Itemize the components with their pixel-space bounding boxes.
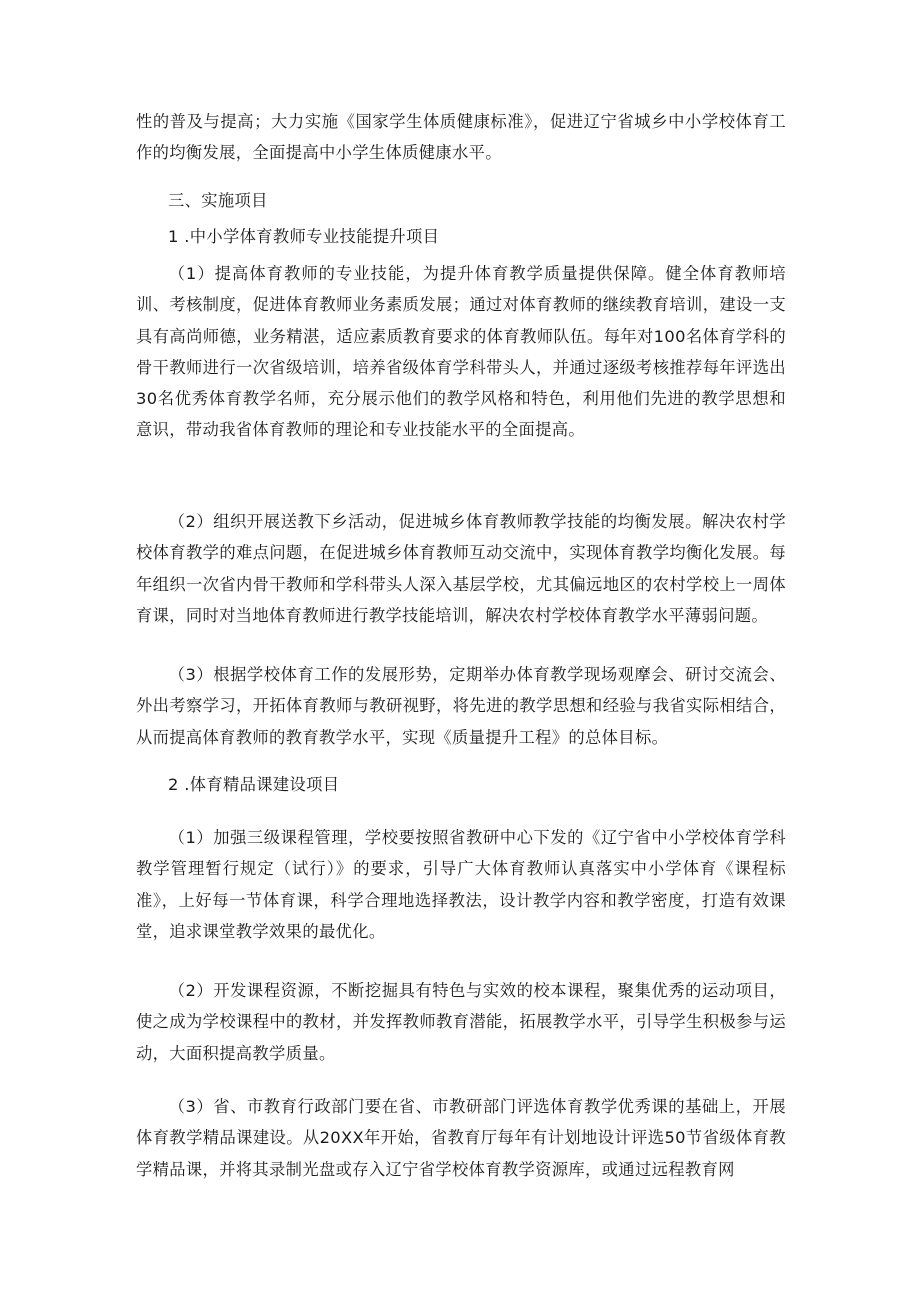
- item-heading-teacher-skill-project: 1 .中小学体育教师专业技能提升项目: [168, 227, 440, 246]
- item-heading-quality-course-project: 2 .体育精品课建设项目: [168, 775, 340, 794]
- paragraph-teacher-skill-3: （3）根据学校体育工作的发展形势，定期举办体育教学现场观摩会、研讨交流会、外出考察学习，开拓体育教师与教研视野，将先进的教学思想和经验与我省实际相结合，从而提高体育教师的教育教学水平，实现《质量提升工程》的总体目标。: [136, 665, 786, 747]
- paragraph-quality-course-1: （1）加强三级课程管理，学校要按照省教研中心下发的《辽宁省中小学校体育学科教学管理暂行规定（试行）》的要求，引导广大体育教师认真落实中小学体育《课程标准》，上好每一节体育课，科学合理地选择教法，设计教学内容和教学密度，打造有效课堂，追求课堂教学效果的最优化。: [136, 828, 786, 941]
- paragraph-quality-course-3: （3）省、市教育行政部门要在省、市教研部门评选体育教学优秀课的基础上，开展体育教学精品课建设。从20XX年开始，省教育厅每年有计划地设计评选50节省级体育教学精品课，并将其录制光盘或存入辽宁省学校体育教学资源库，或通过远程教育网: [136, 1097, 786, 1179]
- paragraph-teacher-skill-2: （2）组织开展送教下乡活动，促进城乡体育教师教学技能的均衡发展。解决农村学校体育教学的难点问题，在促进城乡体育教师互动交流中，实现体育教学均衡化发展。每年组织一次省内骨干教师和学科带头人深入基层学校，尤其偏远地区的农村学校上一周体育课，同时对当地体育教师进行教学技能培训，解决农村学校体育教学水平薄弱问题。: [136, 512, 786, 625]
- paragraph-quality-course-2: （2）开发课程资源，不断挖掘具有特色与实效的校本课程，聚集优秀的运动项目，使之成为学校课程中的教材，并发挥教师教育潜能，拓展教学水平，引导学生积极参与运动，大面积提高教学质量。: [136, 981, 786, 1063]
- paragraph-continuation: 性的普及与提高；大力实施《国家学生体质健康标准》，促进辽宁省城乡中小学校体育工作的均衡发展，全面提高中小学生体质健康水平。: [136, 112, 786, 163]
- paragraph-teacher-skill-1: （1）提高体育教师的专业技能，为提升体育教学质量提供保障。健全体育教师培训、考核制度，促进体育教师业务素质发展；通过对体育教师的继续教育培训，建设一支具有高尚师德，业务精湛，适应素质教育要求的体育教师队伍。每年对100名体育学科的骨干教师进行一次省级培训，培养省级体育学科带头人，并通过逐级考核推荐每年评选出30名优秀体育教学名师，充分展示他们的教学风格和特色，利用他们先进的教学思想和意识，带动我省体育教师的理论和专业技能水平的全面提高。: [136, 264, 786, 440]
- section-heading-implementation-projects: 三、实施项目: [168, 191, 268, 210]
